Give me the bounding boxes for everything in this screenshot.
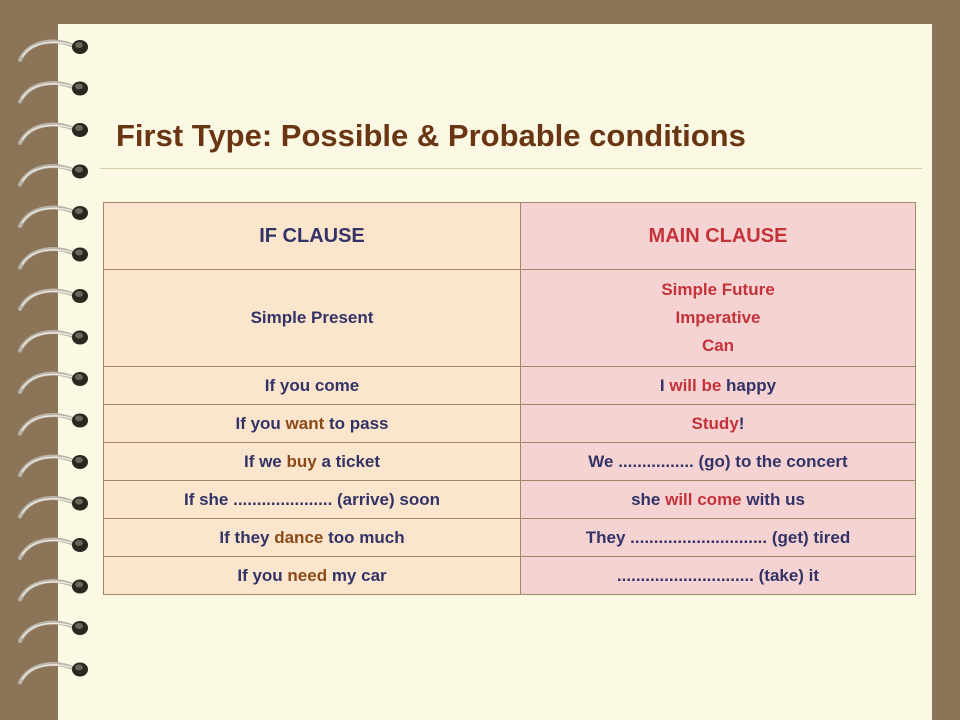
main-clause-tenses xyxy=(521,270,916,367)
binding-hole-shine xyxy=(75,416,83,422)
clause-segment: Study xyxy=(691,413,739,433)
binding-hole-shine xyxy=(75,540,83,546)
binding-hole-shine xyxy=(75,125,83,131)
main-clause-cell xyxy=(521,443,916,481)
if-clause-cell xyxy=(104,367,521,405)
binding-hole-shine xyxy=(75,84,83,90)
clause-segment: she xyxy=(631,489,666,509)
clause-segment: We ................ (go) to the concert xyxy=(588,451,848,471)
if-clause-cell xyxy=(104,519,521,557)
tense-imperative: Imperative xyxy=(675,308,761,327)
clause-segment: If she ..................... (arrive) soon xyxy=(183,489,440,509)
clause-segment: buy xyxy=(286,451,317,471)
example-row xyxy=(104,405,916,443)
clause-segment: too much xyxy=(323,527,405,547)
clause-segment: I xyxy=(659,375,670,395)
tense-can: Can xyxy=(701,336,735,355)
example-row xyxy=(104,519,916,557)
binding-hole-shine xyxy=(75,167,83,173)
clause-segment: to pass xyxy=(324,413,389,433)
spiral-binding-icon xyxy=(0,0,110,720)
binding-hole-shine xyxy=(75,499,83,505)
if-clause-cell xyxy=(104,481,521,519)
binding-hole-shine xyxy=(75,42,83,48)
binding-hole-shine xyxy=(75,665,83,671)
tense-row xyxy=(104,270,916,367)
clause-segment: ............................. (take) it xyxy=(616,565,820,585)
clause-segment: They ............................. (get) tired xyxy=(585,527,851,547)
clause-segment: with us xyxy=(741,489,805,509)
clause-segment: If you xyxy=(237,565,288,585)
clause-segment: will be xyxy=(669,375,722,395)
binding-hole-shine xyxy=(75,457,83,463)
if-clause-cell xyxy=(104,443,521,481)
binding-hole-shine xyxy=(75,374,83,380)
example-row xyxy=(104,367,916,405)
example-row xyxy=(104,557,916,595)
clause-segment: my car xyxy=(327,565,387,585)
binding-hole-shine xyxy=(75,333,83,339)
binding-hole-shine xyxy=(75,250,83,256)
clause-segment: If we xyxy=(243,451,287,471)
conditionals-table xyxy=(103,202,916,595)
main-clause-cell xyxy=(521,367,916,405)
main-clause-header: MAIN CLAUSE xyxy=(521,203,916,270)
slide-title: First Type: Possible & Probable conditions xyxy=(116,118,746,153)
title-divider xyxy=(100,168,922,169)
binding-hole-shine xyxy=(75,291,83,297)
main-clause-cell xyxy=(521,557,916,595)
clause-segment: happy xyxy=(721,375,777,395)
main-clause-cell xyxy=(521,519,916,557)
clause-segment: will come xyxy=(665,489,742,509)
clause-segment: If they xyxy=(219,527,275,547)
if-clause-cell xyxy=(104,557,521,595)
clause-segment: need xyxy=(287,565,328,585)
main-clause-cell xyxy=(521,481,916,519)
if-clause-tense: Simple Present xyxy=(104,270,521,367)
clause-segment: want xyxy=(285,413,325,433)
binding-hole-shine xyxy=(75,208,83,214)
binding-hole-shine xyxy=(75,623,83,629)
if-clause-header: IF CLAUSE xyxy=(104,203,521,270)
binding-hole-shine xyxy=(75,582,83,588)
tense-simple-future: Simple Future xyxy=(661,280,775,299)
example-row xyxy=(104,443,916,481)
if-clause-cell xyxy=(104,405,521,443)
clause-segment: If you come xyxy=(264,375,360,395)
clause-segment: dance xyxy=(274,527,324,547)
header-row xyxy=(104,203,916,270)
example-row xyxy=(104,481,916,519)
clause-segment: If you xyxy=(235,413,286,433)
clause-segment: a ticket xyxy=(316,451,381,471)
main-clause-cell xyxy=(521,405,916,443)
clause-segment: ! xyxy=(738,413,745,433)
